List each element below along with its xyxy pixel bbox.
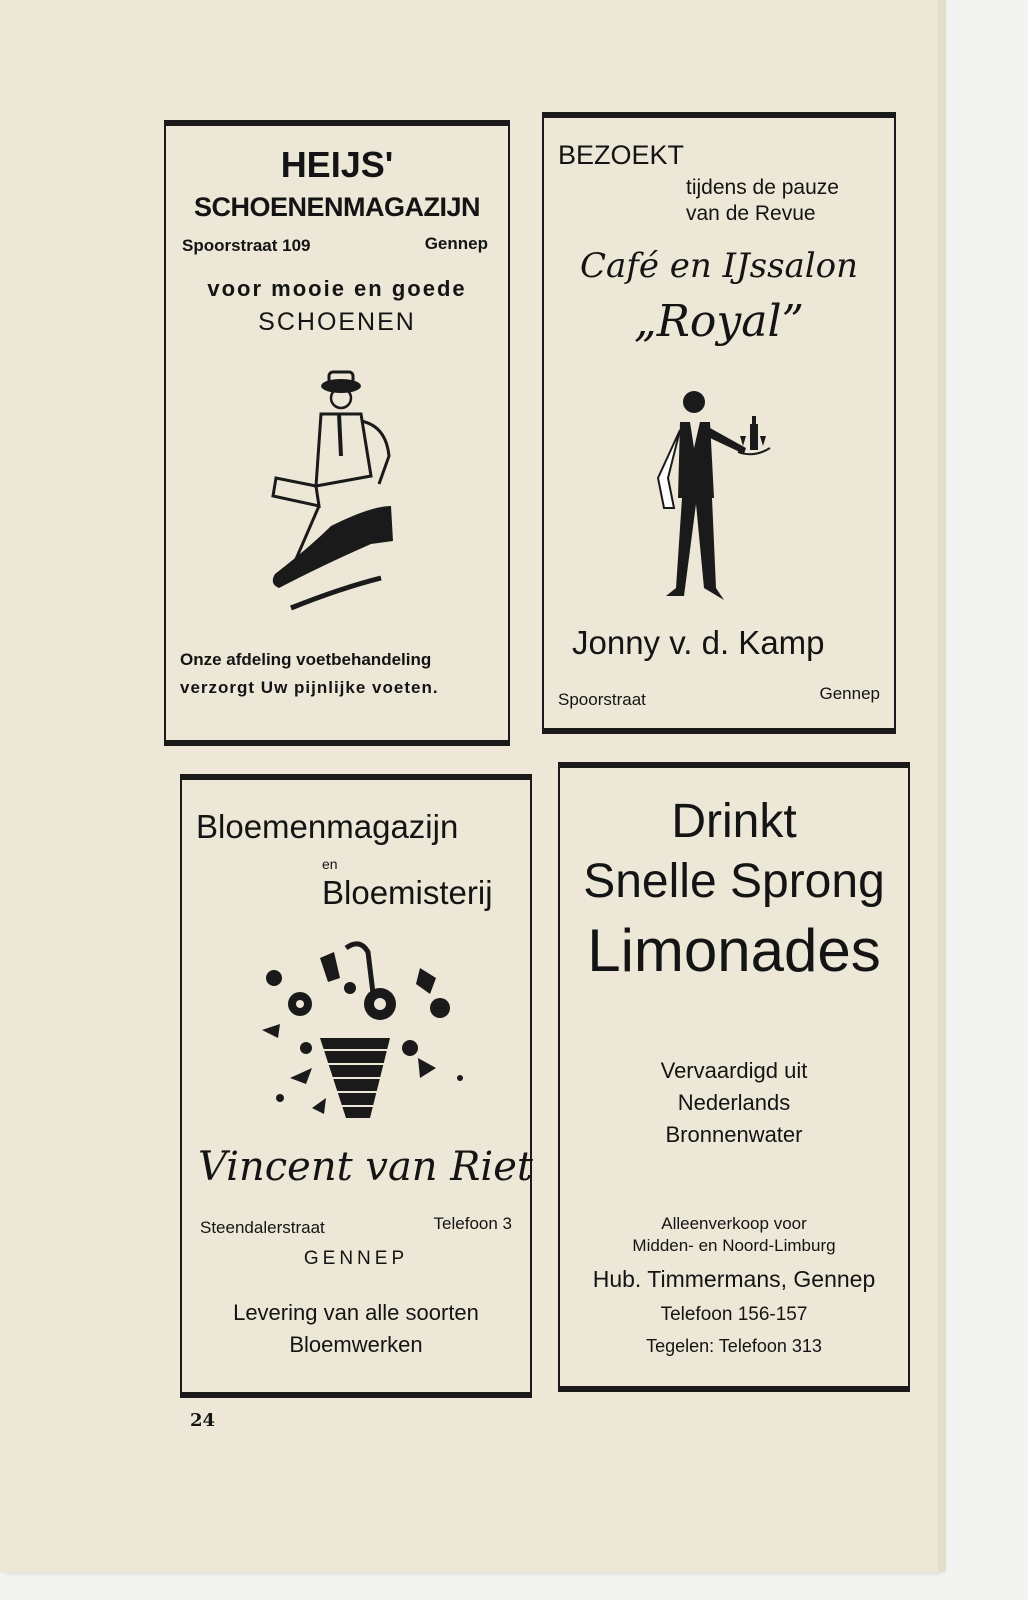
cafe-town: Gennep — [819, 684, 880, 703]
shop-tagline: voor mooie en goede — [207, 276, 467, 301]
during-line-1: tijdens de pauze — [686, 176, 839, 199]
owner-name: Jonny v. d. Kamp — [572, 624, 825, 661]
page-edge — [938, 0, 946, 1572]
man-with-shoe-illustration — [261, 366, 411, 616]
flower-basket-illustration — [250, 938, 470, 1124]
ad-border-bottom — [180, 1394, 532, 1398]
florist-street: Steendalerstraat — [200, 1218, 325, 1237]
cafe-name-royal: „Royal” — [633, 296, 805, 347]
tegelen-phone: Tegelen: Telefoon 313 — [646, 1336, 822, 1356]
ad-border-bottom — [558, 1388, 910, 1392]
ad-flower-shop — [180, 778, 532, 1394]
ad-border-bottom — [542, 730, 896, 734]
cafe-name: Café en IJssalon — [579, 246, 859, 286]
made-line-1: Vervaardigd uit — [660, 1058, 808, 1083]
flower-store-line-2: en — [322, 856, 338, 872]
page-number: 24 — [190, 1410, 216, 1431]
dealer-name: Hub. Timmermans, Gennep — [592, 1266, 876, 1292]
made-line-3: Bronnenwater — [665, 1122, 803, 1147]
flower-store-line-3: Bloemisterij — [322, 874, 493, 911]
flower-store-line-1: Bloemenmagazijn — [196, 808, 459, 845]
visit-heading: BEZOEKT — [558, 140, 685, 170]
product-name: Limonades — [587, 917, 881, 984]
ad-cafe-royal — [542, 116, 896, 730]
ad-lemonade — [558, 766, 910, 1388]
delivery-line-1: Levering van alle soorten — [233, 1300, 479, 1325]
sales-line-1: Alleenverkoop voor — [661, 1214, 807, 1233]
sales-line-2: Midden- en Noord-Limburg — [632, 1236, 836, 1255]
brand-name: Snelle Sprong — [583, 855, 885, 908]
delivery-line-2: Bloemwerken — [289, 1332, 423, 1357]
dealer-phone: Telefoon 156-157 — [660, 1304, 808, 1325]
shop-tagline-2: SCHOENEN — [258, 308, 416, 336]
florist-name: Vincent van Riet — [198, 1144, 533, 1190]
ad-border-top — [164, 120, 510, 124]
foot-care-line-2: verzorgt Uw pijnlijke voeten. — [180, 678, 439, 697]
ad-border-top — [542, 112, 896, 116]
ad-shoe-store — [164, 124, 510, 742]
made-line-2: Nederlands — [677, 1090, 791, 1115]
during-line-2: van de Revue — [686, 202, 816, 225]
waiter-illustration — [654, 388, 784, 608]
ad-border-top — [558, 762, 910, 766]
cafe-street: Spoorstraat — [558, 690, 646, 709]
shop-street: Spoorstraat 109 — [182, 236, 311, 255]
florist-town: GENNEP — [303, 1248, 409, 1269]
shop-type: SCHOENENMAGAZIJN — [193, 192, 481, 222]
shop-name: HEIJS' — [280, 144, 394, 185]
ad-border-bottom — [164, 742, 510, 746]
ad-border-top — [180, 774, 532, 778]
florist-phone: Telefoon 3 — [433, 1214, 512, 1233]
drink-heading: Drinkt — [671, 795, 797, 848]
shop-town: Gennep — [424, 234, 488, 253]
foot-care-line-1: Onze afdeling voetbehandeling — [180, 650, 432, 669]
